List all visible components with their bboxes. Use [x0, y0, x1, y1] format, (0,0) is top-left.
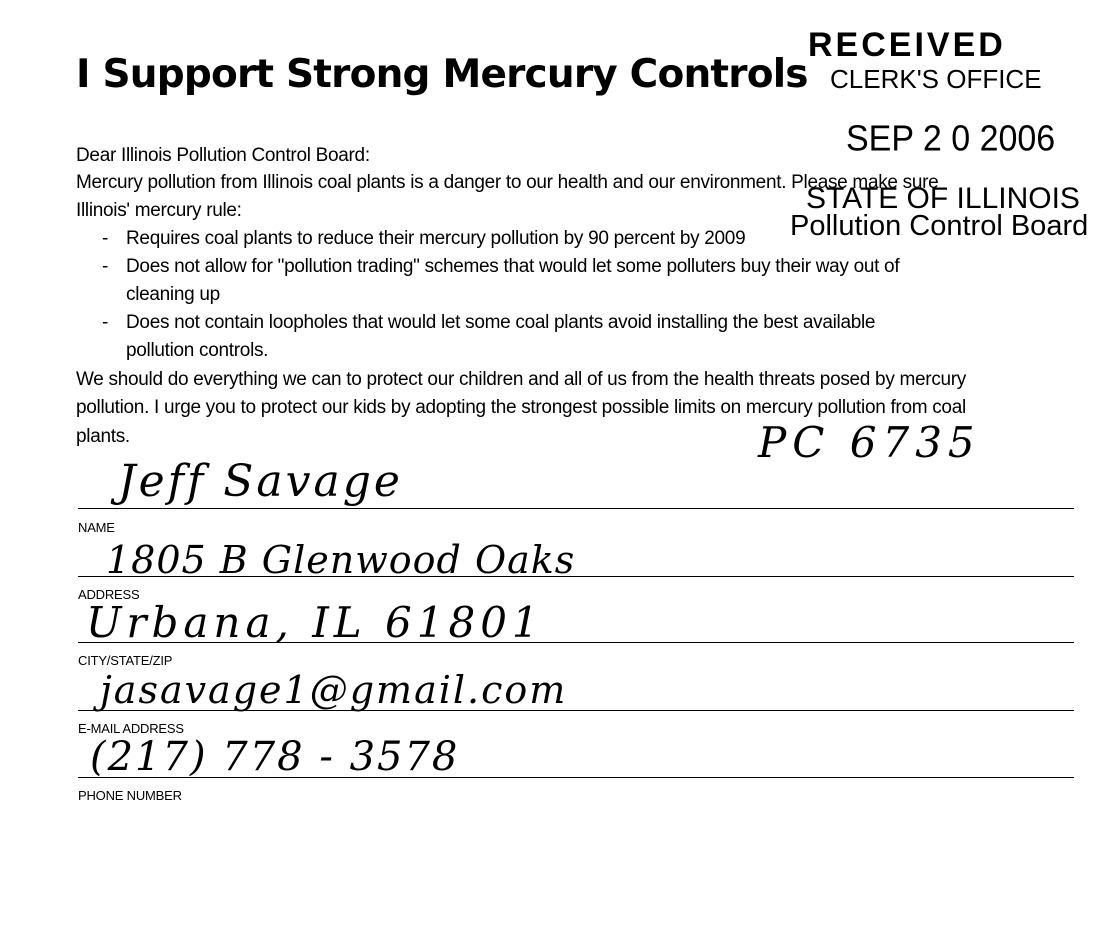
email-line [78, 710, 1074, 711]
name-line [78, 508, 1074, 509]
address-line [78, 576, 1074, 577]
address-label: ADDRESS [78, 587, 140, 602]
email-label: E-MAIL ADDRESS [78, 721, 184, 736]
bullet-dash: - [102, 312, 109, 333]
bullet-item-2-cont: cleaning up [126, 284, 220, 305]
city-state-zip-value: Urbana, IL 61801 [86, 598, 544, 647]
phone-line [78, 777, 1074, 778]
stamp-received-text: RECEIVED [808, 26, 1006, 64]
bullet-dash: - [102, 256, 109, 277]
stamp-board: Pollution Control Board [790, 210, 1089, 242]
bullet-item-3: Does not contain loopholes that would let some coal plants avoid installing the best available [126, 312, 876, 333]
name-value: Jeff Savage [118, 456, 403, 507]
bullet-item-2: Does not allow for "pollution trading" schemes that would let some polluters buy their way out of [126, 256, 900, 277]
email-value: jasavage1@gmail.com [100, 668, 568, 712]
closing-line-1: We should do everything we can to protect our children and all of us from the health threats posed by mercury [76, 369, 967, 390]
closing-line-3: plants. [76, 426, 130, 447]
stamp-clerks-office: CLERK'S OFFICE [830, 64, 1042, 94]
city-state-zip-label: CITY/STATE/ZIP [78, 653, 173, 668]
stamp-state: STATE OF ILLINOIS [806, 182, 1080, 215]
bullet-item-1: Requires coal plants to reduce their mercury pollution by 90 percent by 2009 [126, 228, 746, 249]
bullet-dash: - [102, 228, 109, 249]
city-state-zip-line [78, 642, 1074, 643]
bullet-item-3-cont: pollution controls. [126, 340, 269, 361]
phone-value: (217) 778 - 3578 [90, 734, 460, 780]
page-title: I Support Strong Mercury Controls [76, 52, 808, 97]
intro-line-2: Illinois' mercury rule: [76, 200, 242, 221]
phone-label: PHONE NUMBER [78, 788, 182, 803]
closing-line-2: pollution. I urge you to protect our kids by adopting the strongest possible limits on mercury pollution from coal [76, 397, 966, 418]
pc-number-annotation: PC 6735 [758, 418, 981, 467]
stamp-date: SEP 2 0 2006 [846, 119, 1056, 159]
salutation: Dear Illinois Pollution Control Board: [76, 145, 370, 166]
intro-line-1: Mercury pollution from Illinois coal plants is a danger to our health and our environment. Please make sure [76, 172, 939, 193]
name-label: NAME [78, 520, 115, 535]
address-value: 1805 B Glenwood Oaks [106, 538, 576, 582]
